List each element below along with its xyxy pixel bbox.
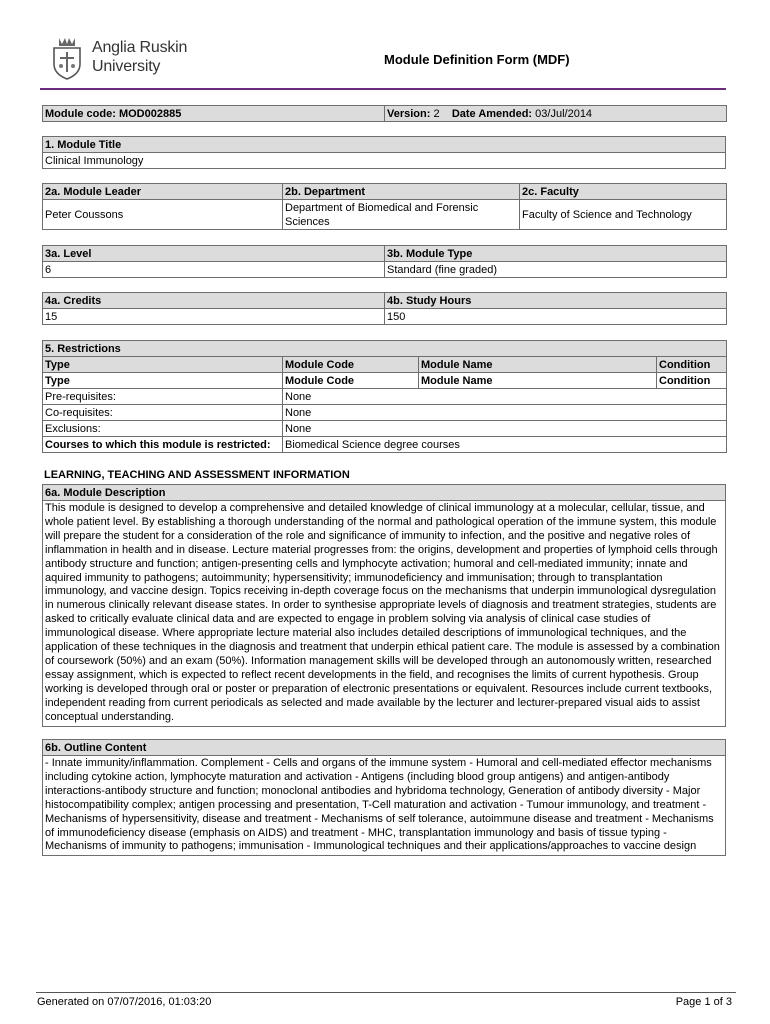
- study-hours-value: 150: [385, 309, 727, 325]
- footer-divider: [36, 992, 736, 993]
- restrictions-col-name-repeat: Module Name: [419, 373, 657, 389]
- corequisites-label: Co-requisites:: [43, 405, 283, 421]
- outline-content-text: - Innate immunity/inflammation. Complement - Cells and organs of the immune system - Humoral and cell-mediated effector mechanisms including cytokine action, lymphocyte maturation and activation - Antigens (including blood group antigens) and antigen-antibody interactions-antibody structure and function; monoclonal antibodies and hybridoma technology, Generation of antibody diversity - Major histocompatibility complex; antigen processing and presentation, T-Cell maturation and activation - Tumour immunology, and treatment - Mechanisms of hypersensitivity, disease and treatment - Mechanisms of self tolerance, autoimmune disease and treatment - Mechanisms of immunodeficiency disease (emphasis on AIDS) and treatment - MHC, transplantation immunology and basis of tissue typing - Mechanisms of immunity to pathogens; immunisation - Immunological techniques and their applications/approaches to vaccine design: [43, 756, 726, 856]
- prerequisites-value: None: [283, 389, 727, 405]
- module-leader-value: Peter Coussons: [43, 200, 283, 230]
- form-title: Module Definition Form (MDF): [384, 52, 570, 67]
- date-amended-value: 03/Jul/2014: [535, 107, 593, 120]
- date-amended-label: Date Amended:: [451, 107, 533, 120]
- module-type-heading: 3b. Module Type: [385, 246, 727, 262]
- faculty-heading: 2c. Faculty: [520, 184, 727, 200]
- module-title-table: [42, 136, 726, 169]
- restrictions-col-condition: Condition: [657, 357, 727, 373]
- corequisites-value: None: [283, 405, 727, 421]
- restrictions-col-code-repeat: Module Code: [283, 373, 419, 389]
- logo-line-2: University: [92, 58, 161, 75]
- level-table: [42, 245, 727, 278]
- level-heading: 3a. Level: [43, 246, 385, 262]
- level-value: 6: [43, 262, 385, 278]
- restrictions-col-code: Module Code: [283, 357, 419, 373]
- module-leader-table: [42, 183, 727, 230]
- header-divider: [40, 88, 726, 90]
- outline-content-table: [42, 739, 726, 856]
- prerequisites-label: Pre-requisites:: [43, 389, 283, 405]
- module-type-value: Standard (fine graded): [385, 262, 727, 278]
- module-description-table: [42, 484, 726, 727]
- department-value: Department of Biomedical and Forensic Sciences: [283, 200, 520, 230]
- page-number: Page 1 of 3: [675, 996, 732, 1008]
- version-cell: [385, 106, 727, 122]
- version-label: Version:: [387, 107, 431, 120]
- logo-line-1: Anglia Ruskin: [92, 39, 188, 56]
- module-title-value: Clinical Immunology: [43, 153, 726, 169]
- credits-heading: 4a. Credits: [43, 293, 385, 309]
- department-heading: 2b. Department: [283, 184, 520, 200]
- module-title-heading: 1. Module Title: [43, 137, 726, 153]
- exclusions-label: Exclusions:: [43, 421, 283, 437]
- study-hours-heading: 4b. Study Hours: [385, 293, 727, 309]
- restrictions-col-name: Module Name: [419, 357, 657, 373]
- lta-heading: LEARNING, TEACHING AND ASSESSMENT INFORMATION: [44, 469, 350, 481]
- module-description-text: This module is designed to develop a comprehensive and detailed knowledge of clinical immunology at a molecular, cellular, tissue, and whole patient level. By establishing a thorough understanding of the normal and pathological operation of the immune system, this module will prepare the student for a consideration of the role and significance of immunity to infection, and the positive and negative roles of inflammation in health and in disease. Lecture material progresses from: the origins, development and properties of lymphoid cells through antibody structure and function; antigen-presenting cells and lymphocyte activation; humoral and cell-mediated immunity; innate and aquired immunity to pathogens; autoimmunity; hypersensitivity; immunodeficiency and immunisation; through to transplantation immunology, and vaccine design. Topics receiving in-depth coverage focus on the mechanisms that underpin immunological dysregulation in numerous clinically relevant disease states. In order to synthesise appropriate levels of diagnosis and treatment strategies, students are asked to critically evaluate clinical data and are expected to engage in problem solving via analysis of clinical case studies of immunological disease. Where appropriate lecture material also includes detailed descriptions of immunological techniques, and the application of these techniques in the diagnosis and treatment that underpin ethical patient care. The module is assessed by a combination of coursework (50%) and an exam (50%). Information management skills will be developed through an autonomously written, researched essay assignment, which is expected to reflect recent developments in the field, and recognises the limits of current hypothesis. Group working is developed through oral or poster or preparation of electronic presentations or equivalent. Resources include current textbooks, independent reading from current periodicals as selected and made available by the lecturer and lecturer-prepared visual aids to assist conceptual understanding.: [43, 501, 726, 727]
- outline-content-heading: 6b. Outline Content: [43, 740, 726, 756]
- restrictions-col-type-repeat: Type: [43, 373, 283, 389]
- university-logo: [50, 34, 210, 82]
- module-leader-heading: 2a. Module Leader: [43, 184, 283, 200]
- crest-icon: [50, 34, 84, 80]
- module-description-heading: 6a. Module Description: [43, 485, 726, 501]
- version-value: 2: [433, 107, 440, 120]
- restrictions-col-type: Type: [43, 357, 283, 373]
- restrictions-col-condition-repeat: Condition: [657, 373, 727, 389]
- restricted-courses-value: Biomedical Science degree courses: [283, 437, 727, 453]
- faculty-value: Faculty of Science and Technology: [520, 200, 727, 230]
- module-code-table: [42, 105, 727, 122]
- logo-text: [92, 38, 187, 76]
- credits-table: [42, 292, 727, 325]
- restricted-courses-label: Courses to which this module is restricted:: [43, 437, 283, 453]
- generated-timestamp: Generated on 07/07/2016, 01:03:20: [37, 996, 212, 1008]
- restrictions-heading: 5. Restrictions: [43, 341, 727, 357]
- restrictions-table: [42, 340, 727, 453]
- exclusions-value: None: [283, 421, 727, 437]
- credits-value: 15: [43, 309, 385, 325]
- module-code: Module code: MOD002885: [43, 106, 385, 122]
